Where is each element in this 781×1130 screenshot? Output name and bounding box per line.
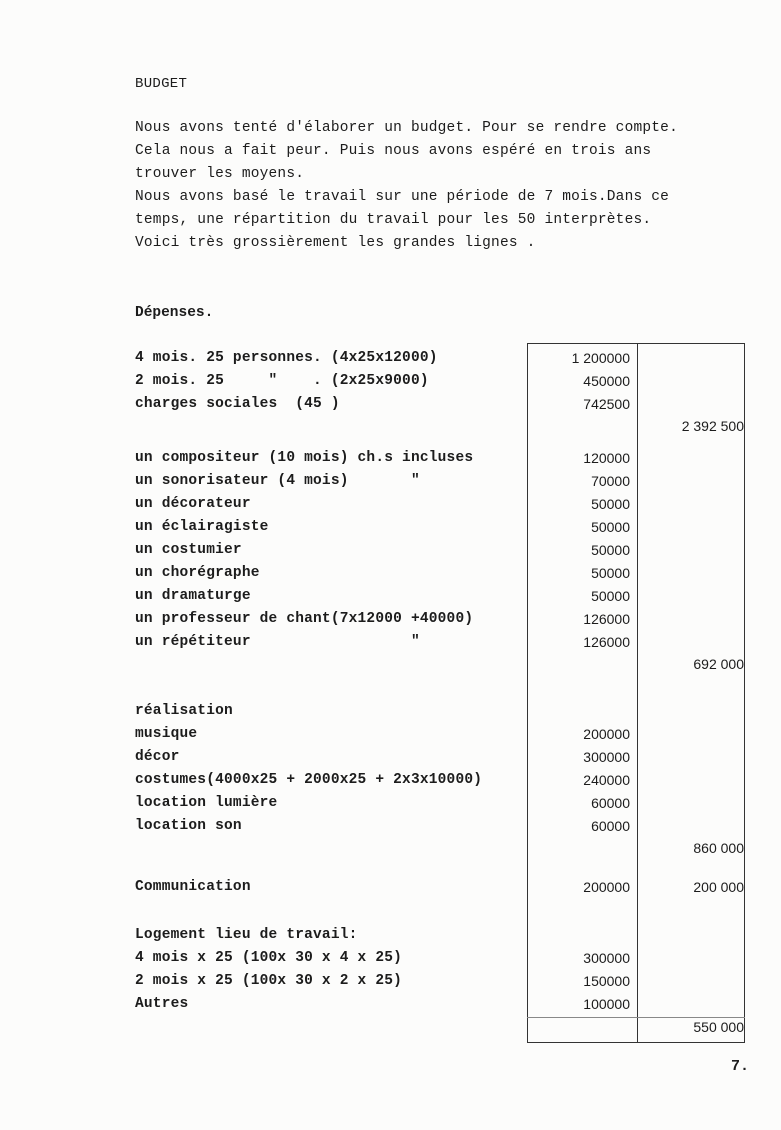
budget-row: [135, 542, 747, 564]
row-amount: 50000: [591, 588, 630, 604]
budget-row: [135, 656, 747, 678]
budget-row: [135, 749, 747, 771]
row-amount: 50000: [591, 565, 630, 581]
row-label: décor: [135, 749, 180, 765]
intro-line: trouver les moyens.: [135, 166, 305, 182]
intro-line: Cela nous a fait peur. Puis nous avons espéré en trois ans: [135, 143, 652, 159]
budget-row: [135, 840, 747, 862]
row-amount: 300000: [583, 749, 630, 765]
row-amount: 120000: [583, 450, 630, 466]
row-amount: 1 200000: [571, 350, 630, 366]
row-label: un dramaturge: [135, 588, 251, 604]
row-label: 2 mois. 25 " . (2x25x9000): [135, 373, 429, 389]
budget-row: [135, 611, 747, 633]
row-label: un éclairagiste: [135, 519, 269, 535]
row-label: un décorateur: [135, 496, 251, 512]
budget-row: [135, 350, 747, 372]
page-number: 7.: [731, 1058, 750, 1075]
row-label: 4 mois x 25 (100x 30 x 4 x 25): [135, 950, 403, 966]
row-label: location lumière: [135, 795, 278, 811]
row-subtotal: 200 000: [693, 879, 744, 895]
budget-row: [135, 565, 747, 587]
row-label: un répétiteur ": [135, 634, 420, 650]
budget-row: [135, 879, 747, 901]
row-amount: 126000: [583, 611, 630, 627]
row-amount: 100000: [583, 996, 630, 1012]
row-subtotal: 2 392 500: [681, 418, 744, 434]
budget-row: [135, 703, 747, 725]
row-subtotal: 860 000: [693, 840, 744, 856]
budget-row: [135, 418, 747, 440]
row-amount: 300000: [583, 950, 630, 966]
row-amount: 742500: [583, 396, 630, 412]
row-label: Communication: [135, 879, 251, 895]
row-label: musique: [135, 726, 198, 742]
budget-row: [135, 772, 747, 794]
intro-paragraph: [135, 117, 755, 255]
intro-line: Nous avons tenté d'élaborer un budget. Pour se rendre compte.: [135, 120, 678, 136]
budget-row: [135, 496, 747, 518]
row-subtotal: 550 000: [693, 1019, 744, 1035]
row-amount: 60000: [591, 795, 630, 811]
row-amount: 60000: [591, 818, 630, 834]
row-subtotal: 692 000: [693, 656, 744, 672]
row-amount: 70000: [591, 473, 630, 489]
budget-row: [135, 634, 747, 656]
row-label: location son: [135, 818, 242, 834]
row-label: un compositeur (10 mois) ch.s incluses: [135, 450, 474, 466]
row-label: un sonorisateur (4 mois) ": [135, 473, 420, 489]
intro-line: Voici très grossièrement les grandes lignes .: [135, 235, 536, 251]
page-title: BUDGET: [135, 76, 188, 92]
row-label: 2 mois x 25 (100x 30 x 2 x 25): [135, 973, 403, 989]
row-label: un chorégraphe: [135, 565, 260, 581]
intro-line: temps, une répartition du travail pour les 50 interprètes.: [135, 212, 652, 228]
budget-row: [135, 795, 747, 817]
row-label: Autres: [135, 996, 189, 1012]
row-amount: 50000: [591, 496, 630, 512]
row-amount: 150000: [583, 973, 630, 989]
row-label: 4 mois. 25 personnes. (4x25x12000): [135, 350, 438, 366]
row-amount: 50000: [591, 519, 630, 535]
row-label: charges sociales (45 ): [135, 396, 340, 412]
budget-row: [135, 450, 747, 472]
budget-row: [135, 996, 747, 1018]
row-amount: 450000: [583, 373, 630, 389]
budget-row: [135, 473, 747, 495]
row-label: un professeur de chant(7x12000 +40000): [135, 611, 474, 627]
budget-row: [135, 950, 747, 972]
row-label: un costumier: [135, 542, 242, 558]
budget-row: [135, 818, 747, 840]
budget-row: [135, 1019, 747, 1041]
row-label: réalisation: [135, 703, 233, 719]
row-amount: 200000: [583, 879, 630, 895]
budget-row: [135, 973, 747, 995]
row-label: costumes(4000x25 + 2000x25 + 2x3x10000): [135, 772, 483, 788]
row-amount: 200000: [583, 726, 630, 742]
budget-row: [135, 927, 747, 949]
budget-row: [135, 396, 747, 418]
section-heading: Dépenses.: [135, 305, 214, 321]
row-amount: 240000: [583, 772, 630, 788]
row-amount: 126000: [583, 634, 630, 650]
budget-row: [135, 726, 747, 748]
row-amount: 50000: [591, 542, 630, 558]
intro-line: Nous avons basé le travail sur une période de 7 mois.Dans ce: [135, 189, 670, 205]
budget-row: [135, 588, 747, 610]
budget-row: [135, 519, 747, 541]
budget-row: [135, 373, 747, 395]
row-label: Logement lieu de travail:: [135, 927, 358, 943]
